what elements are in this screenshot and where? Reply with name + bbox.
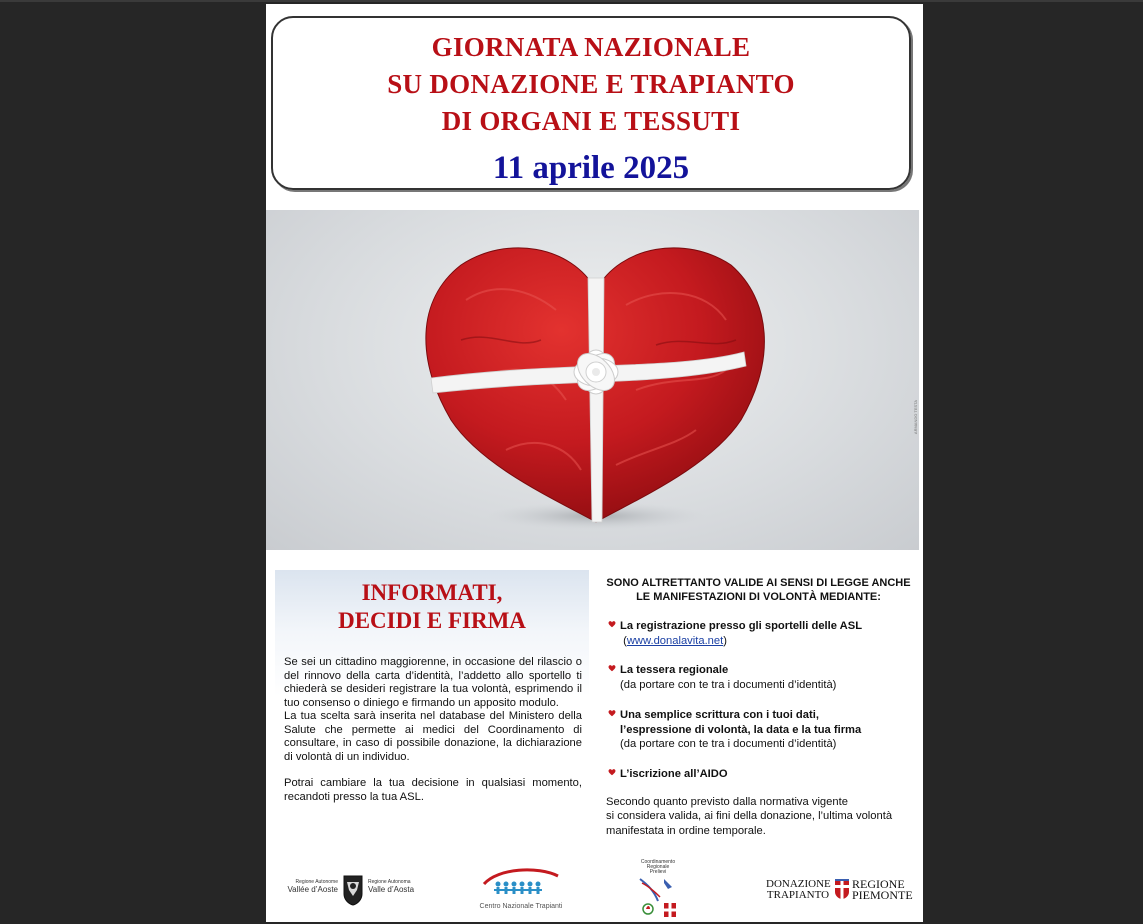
donazione-line: DONAZIONE xyxy=(766,878,831,890)
trapianto-line: TRAPIANTO xyxy=(766,889,830,901)
donalavita-link[interactable]: www.donalavita.net xyxy=(626,634,724,647)
regione-piemonte-text xyxy=(852,879,912,901)
cnt-people-icon xyxy=(478,864,564,898)
info-title-line-1: INFORMATI, xyxy=(361,580,503,605)
list-item-title: La registrazione presso gli sportelli delle ASL xyxy=(620,620,863,632)
logo-coordinamento-regionale xyxy=(634,860,682,918)
donazione-trapianto-text xyxy=(766,879,830,901)
title-line-3: DI ORGANI E TESSUTI xyxy=(441,106,741,136)
alternatives-heading xyxy=(606,576,911,604)
crp-line-1: Coordinamento xyxy=(640,859,676,865)
info-title xyxy=(275,579,589,635)
vda-right-text xyxy=(368,880,428,894)
list-item-title: Una semplice scrittura con i tuoi dati, xyxy=(620,708,819,721)
closing-note xyxy=(606,795,911,839)
event-date: 11 aprile 2025 xyxy=(492,150,690,186)
closing-line-2: si considera valida, ai fini della donazione, l’ultima volontà xyxy=(606,810,893,823)
list-item-sub: (da portare con te tra i documenti d’identità) xyxy=(620,679,837,692)
list-item xyxy=(606,708,911,752)
list-item-sub: (da portare con te tra i documenti d’identità) xyxy=(620,738,837,751)
title-line-1: GIORNATA NAZIONALE xyxy=(431,32,751,62)
paren-close: ) xyxy=(723,634,727,647)
window-top-border xyxy=(0,0,1143,2)
info-panel xyxy=(275,570,589,852)
crp-text xyxy=(634,860,682,875)
heart-gift-illustration xyxy=(266,210,919,550)
info-title-line-2: DECIDI E FIRMA xyxy=(338,608,526,633)
sponsor-logos xyxy=(266,854,919,919)
vda-left-name: Vallée d’Aoste xyxy=(287,885,338,894)
closing-line-3: manifestata in ordine temporale. xyxy=(606,825,766,838)
paren-open: ( xyxy=(623,634,627,647)
closing-line-1: Secondo quanto previsto dalla normativa vigente xyxy=(606,795,848,808)
heart-bullet-icon xyxy=(608,620,616,628)
alternatives-heading-line-2: LE MANIFESTAZIONI DI VOLONTÀ MEDIANTE: xyxy=(636,591,881,603)
info-paragraph-2: La tua scelta sarà inserita nel database del Ministero della Salute che permette ai medici del Coordinamento di consultare, in caso di possibile donazione, la dichiarazione di volontà di un individuo. xyxy=(284,710,582,763)
list-item-title: La tessera regionale xyxy=(620,664,729,677)
crp-line-3: Prelievi xyxy=(649,869,667,875)
heart-bullet-icon xyxy=(608,709,616,717)
piemonte-line: PIEMONTE xyxy=(852,888,913,902)
photo-credit: ARMANDO TESTA xyxy=(913,400,918,435)
document-page xyxy=(266,4,923,922)
regione-line: REGIONE xyxy=(852,877,905,891)
crp-emblem-icon xyxy=(634,875,682,919)
crp-line-2: Regionale xyxy=(646,864,670,870)
piemonte-shield-icon xyxy=(834,878,850,900)
alternatives-heading-line-1: SONO ALTRETTANTO VALIDE AI SENSI DI LEGGE ANCHE xyxy=(606,577,911,589)
alternatives-column xyxy=(606,576,911,839)
list-item-title-2: l’espressione di volontà, la data e la tua firma xyxy=(620,723,862,736)
list-item xyxy=(606,619,911,648)
info-paragraph-3: Potrai cambiare la tua decisione in qualsiasi momento, recandoti presso la tua ASL. xyxy=(284,777,582,803)
heart-bullet-icon xyxy=(608,768,616,776)
list-item-title: L’iscrizione all’AIDO xyxy=(620,767,728,780)
logo-valle-daosta xyxy=(282,874,422,908)
vda-left-text xyxy=(282,880,338,894)
vda-right-small: Regione Autonoma xyxy=(368,879,411,885)
heart-bullet-icon xyxy=(608,664,616,672)
logo-centro-nazionale-trapianti xyxy=(478,864,564,910)
vda-shield-icon xyxy=(342,874,364,906)
title-line-2: SU DONAZIONE E TRAPIANTO xyxy=(387,69,795,99)
logo-regione-piemonte xyxy=(766,876,913,904)
heart-gift-image xyxy=(266,210,919,550)
title-box xyxy=(271,16,911,190)
info-body xyxy=(284,656,582,804)
list-item xyxy=(606,663,911,692)
vda-right-name: Valle d’Aosta xyxy=(368,885,415,894)
vda-left-small: Regione Autonome xyxy=(295,879,338,885)
list-item xyxy=(606,767,911,782)
info-paragraph-1: Se sei un cittadino maggiorenne, in occasione del rilascio o del rinnovo della carta d’identità, l’addetto allo sportello ti chiederà se desideri registrare la tua volontà, esprimendo il tuo consenso o diniego e firmando un apposito modulo. xyxy=(284,656,582,709)
cnt-label: Centro Nazionale Trapianti xyxy=(479,903,563,910)
list-item-sub xyxy=(620,634,911,649)
